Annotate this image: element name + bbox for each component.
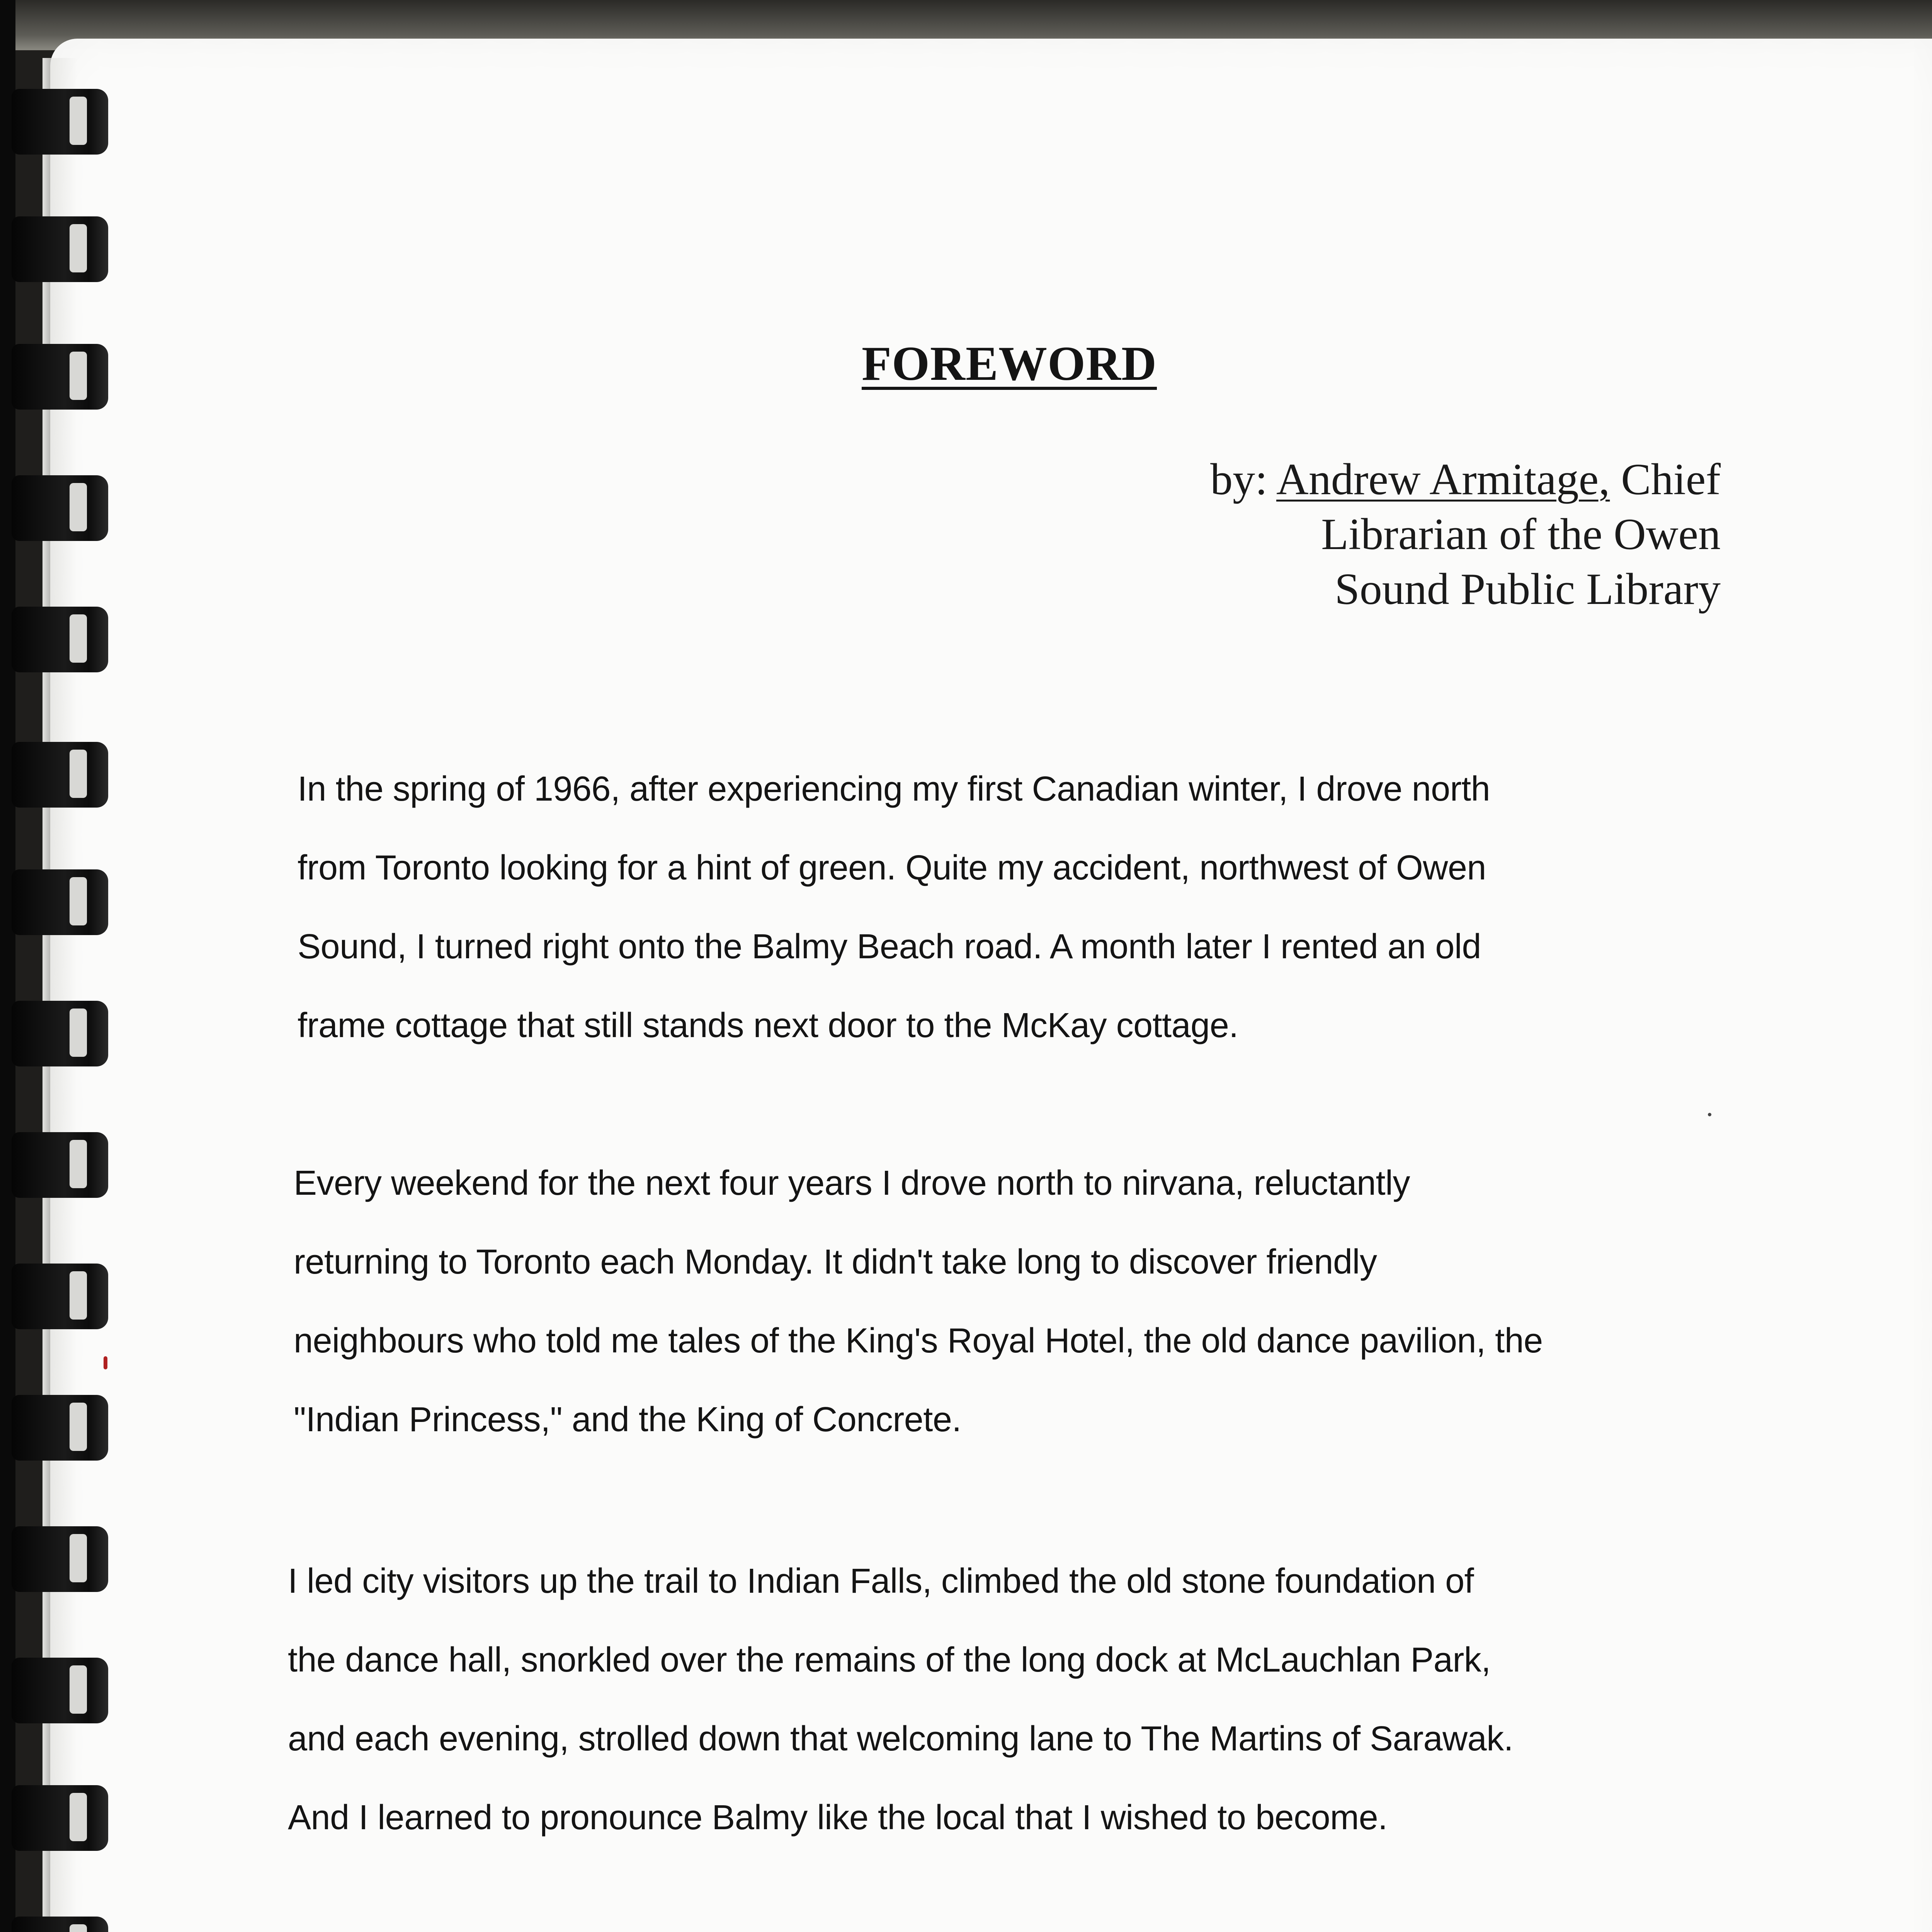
paragraph-line: returning to Toronto each Monday. It didn't take long to discover friendly (294, 1243, 1377, 1281)
binding-coil (12, 89, 108, 155)
byline (1210, 452, 1721, 617)
paragraph-line: And I learned to pronounce Balmy like the local that I wished to become. (288, 1798, 1388, 1837)
paragraph-3 (288, 1542, 1833, 1857)
paragraph-line: neighbours who told me tales of the King's Royal Hotel, the old dance pavilion, the (294, 1321, 1543, 1360)
binding-coil (12, 869, 108, 935)
paragraph-line: Sound, I turned right onto the Balmy Beach road. A month later I rented an old (298, 927, 1481, 966)
byline-prefix: by: (1210, 455, 1276, 504)
binding-coil (12, 216, 108, 282)
binding-coil (12, 1395, 108, 1461)
binding-gap (0, 0, 15, 1932)
paragraph-1 (298, 750, 1843, 1065)
author-name: Andrew Armitage, (1276, 455, 1610, 504)
binding-coil (12, 742, 108, 808)
paragraph-line: the dance hall, snorkled over the remains of the long dock at McLauchlan Park, (288, 1641, 1491, 1679)
byline-role: Chief (1610, 455, 1721, 504)
paragraph-line: "Indian Princess," and the King of Concrete. (294, 1400, 961, 1439)
red-ink-mark (104, 1356, 107, 1369)
binding-coil (12, 1526, 108, 1592)
byline-line-3: Sound Public Library (1335, 565, 1721, 614)
binding-coil (12, 1132, 108, 1198)
page-title: FOREWORD (862, 337, 1157, 391)
binding-coil (12, 1001, 108, 1066)
paragraph-line: Every weekend for the next four years I drove north to nirvana, reluctantly (294, 1164, 1410, 1202)
binding-coil (12, 475, 108, 541)
paragraph-line: from Toronto looking for a hint of green. Quite my accident, northwest of Owen (298, 849, 1486, 887)
binding-coil (12, 1785, 108, 1851)
binding-coil (12, 1264, 108, 1329)
paragraph-line: I led city visitors up the trail to Indian Falls, climbed the old stone foundation of (288, 1562, 1474, 1600)
paragraph-line: and each evening, strolled down that welcoming lane to The Martins of Sarawak. (288, 1719, 1514, 1758)
spiral-binding (0, 0, 116, 1932)
paragraph-line: In the spring of 1966, after experiencing my first Canadian winter, I drove north (298, 770, 1490, 808)
binding-coil (12, 1917, 108, 1932)
dust-speck (1708, 1113, 1711, 1116)
byline-line-2: Librarian of the Owen (1321, 510, 1721, 559)
binding-coil (12, 1658, 108, 1723)
binding-coil (12, 344, 108, 410)
paragraph-line: frame cottage that still stands next door to the McKay cottage. (298, 1006, 1238, 1045)
paragraph-2 (294, 1144, 1839, 1459)
binding-coil (12, 607, 108, 672)
